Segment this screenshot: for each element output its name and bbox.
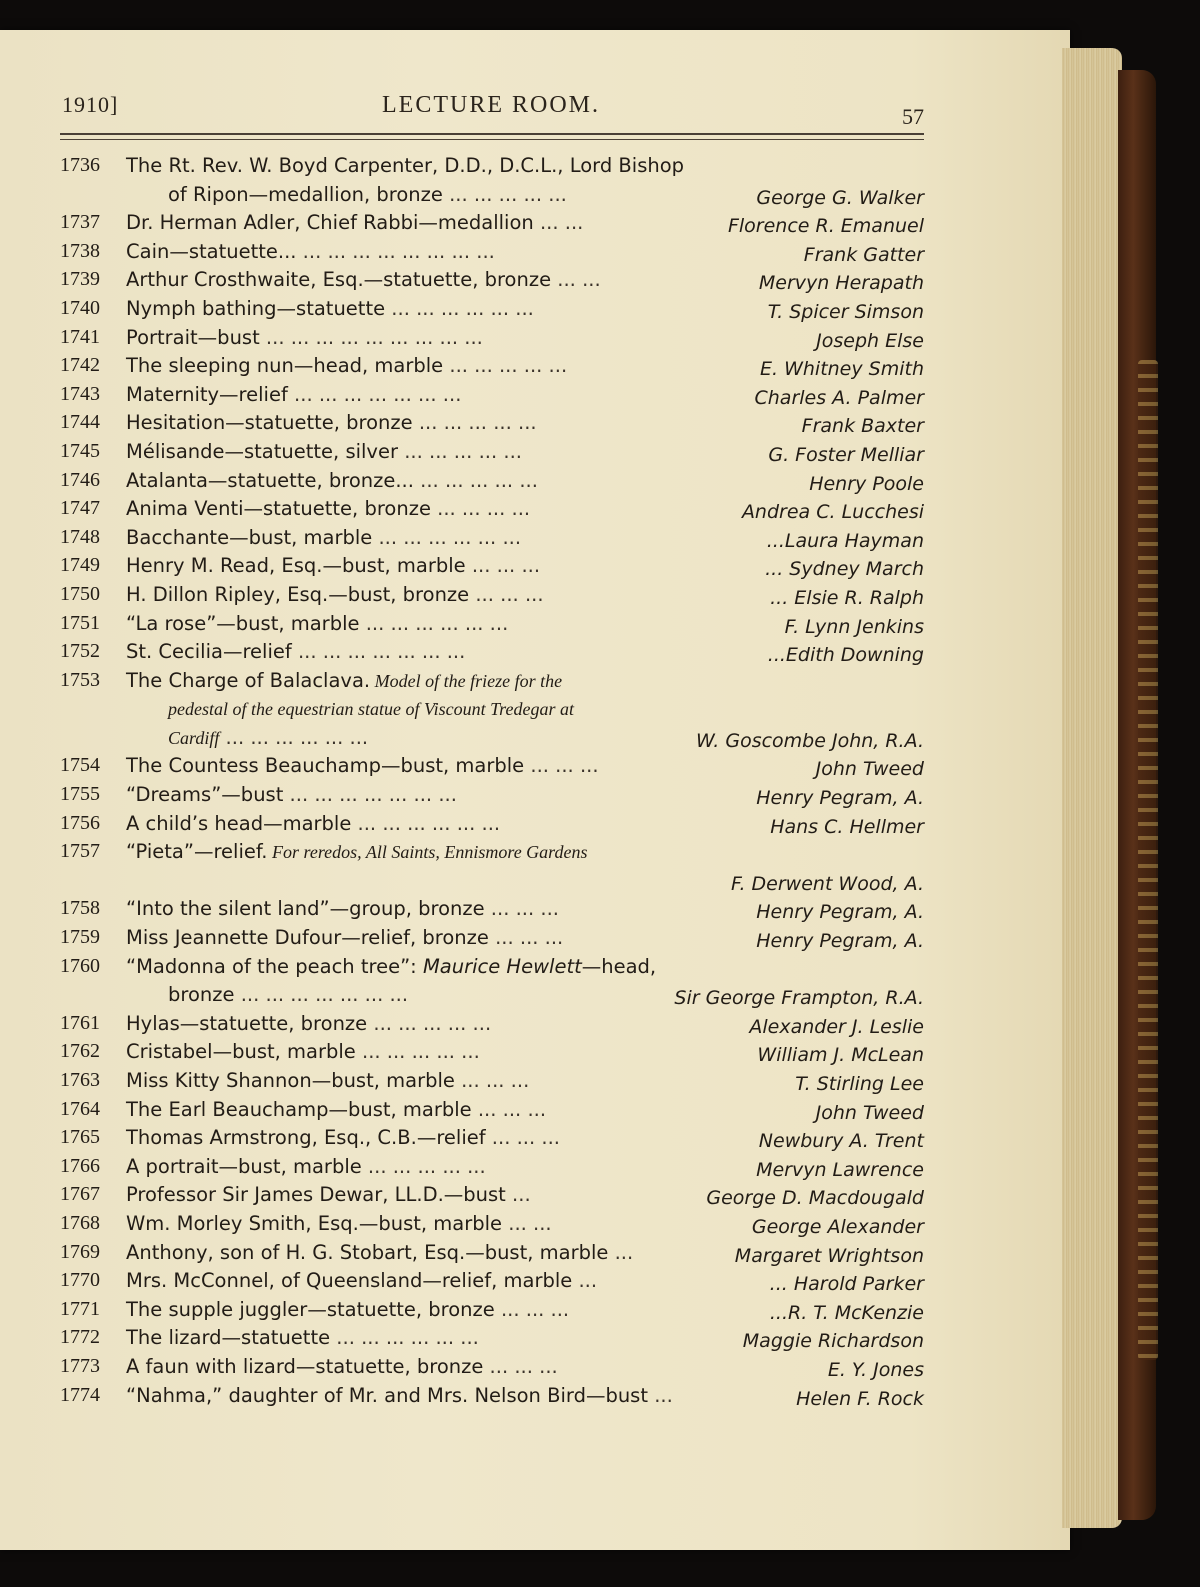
entry-title: [126, 1069, 529, 1092]
entry-line: [60, 1179, 924, 1208]
entry-note: Model of the frieze for the: [370, 670, 563, 691]
catalogue-entry: [60, 1322, 924, 1351]
catalogue-entry: [60, 1294, 924, 1323]
title-text: The Rt. Rev. W. Boyd Carpenter, D.D., D.C.L., Lord Bishop: [126, 154, 685, 177]
entry-line: [60, 665, 924, 694]
entry-line: [60, 550, 924, 579]
running-header: [62, 90, 924, 130]
artist-name: ... Elsie R. Ralph: [770, 586, 924, 609]
entry-title: [126, 211, 583, 234]
title-text: “Madonna of the peach tree”:: [126, 954, 417, 978]
artist-name: Joseph Else: [816, 329, 924, 352]
entry-title: [126, 554, 540, 577]
leader-dots: ...: [572, 1269, 598, 1293]
artist-name: Charles A. Palmer: [754, 386, 924, 409]
entry-number: 1747: [60, 497, 100, 520]
entry-title: [126, 1098, 546, 1121]
catalogue-entry: [60, 1237, 924, 1266]
title-text: The Countess Beauchamp—bust, marble: [126, 754, 525, 778]
catalogue-entry: [60, 465, 924, 494]
entry-line: [60, 264, 924, 293]
leader-dots: ... ...: [533, 211, 584, 235]
entry-title: [126, 383, 461, 406]
entry-line: [60, 407, 924, 436]
title-text: Miss Kitty Shannon—bust, marble: [126, 1069, 455, 1092]
artist-name: ... Sydney March: [765, 558, 924, 581]
title-text: Mrs. McConnel, of Queensland—relief, marble: [126, 1269, 573, 1293]
entry-line: [60, 207, 924, 236]
leader-dots: ... ... ... ... ... ... ...: [283, 783, 457, 807]
title-text: The Charge of Balaclava.: [126, 668, 371, 692]
entry-number: 1773: [60, 1354, 100, 1377]
entry-title: [168, 697, 574, 720]
leader-dots: ...: [608, 1240, 634, 1264]
title-text: Hesitation—statuette, bronze: [126, 411, 413, 435]
leader-dots: ... ... ... ... ...: [355, 1040, 480, 1064]
artist-name: John Tweed: [815, 1101, 924, 1124]
entry-line: [60, 1294, 924, 1323]
catalogue-entry: [60, 493, 924, 522]
artist-name: T. Stirling Lee: [795, 1073, 924, 1095]
entry-line: [60, 522, 924, 551]
entry-line: [60, 1008, 924, 1037]
entry-line: [60, 1065, 924, 1094]
entry-line: [60, 579, 924, 608]
title-text: Anthony, son of H. G. Stobart, Esq.—bust, marble: [126, 1240, 609, 1264]
title-text: The Earl Beauchamp—bust, marble: [126, 1097, 472, 1121]
title-text: “Into the silent land”—group, bronze: [126, 897, 485, 921]
title-text: Atalanta—statuette, bronze...: [126, 468, 414, 492]
page-number: 57: [902, 104, 924, 129]
leader-dots: ... ... ... ... ...: [413, 468, 538, 492]
artist-name: ...Laura Hayman: [766, 529, 924, 552]
entry-line: [60, 1094, 924, 1123]
catalogue-entry: [60, 1008, 924, 1037]
artist-name: F. Lynn Jenkins: [784, 615, 924, 638]
entry-line: [60, 1208, 924, 1237]
entry-number: 1752: [60, 640, 100, 663]
entry-number: 1772: [60, 1326, 100, 1349]
artist-name: E. Y. Jones: [827, 1358, 924, 1381]
entry-number: 1757: [60, 840, 100, 863]
catalogue-entry: [60, 922, 924, 951]
title-text: “Nahma,” daughter of Mr. and Mrs. Nelson Bird—bust: [126, 1383, 648, 1407]
leader-dots: ... ... ... ... ... ...: [385, 296, 534, 320]
title-text: Mélisande—statuette, silver: [126, 439, 398, 463]
entry-number: 1738: [60, 239, 100, 262]
entry-number: 1760: [60, 954, 100, 977]
leader-dots: ... ... ...: [469, 582, 544, 606]
entry-title: [126, 1355, 558, 1378]
entry-line: [60, 1122, 924, 1151]
artist-name: Henry Poole: [809, 472, 924, 495]
artist-name: George D. Macdougald: [706, 1187, 924, 1210]
entry-number: 1759: [60, 926, 100, 949]
leader-dots: ... ... ... ... ... ...: [372, 525, 522, 549]
entry-note: pedestal of the equestrian statue of Viscount Tredegar at: [168, 699, 574, 720]
leader-dots: ... ... ...: [483, 1354, 558, 1378]
leader-dots: ...: [505, 1183, 531, 1207]
entry-title: [126, 1212, 552, 1235]
entry-line: [60, 608, 924, 637]
entry-number: 1774: [60, 1383, 100, 1406]
artist-name: Henry Pegram, A.: [756, 901, 924, 924]
leader-dots: ... ... ... ... ...: [367, 1011, 492, 1035]
title-text: Hylas—statuette, bronze: [126, 1011, 368, 1035]
catalogue-entry: [60, 808, 924, 837]
entry-number: 1753: [60, 668, 100, 691]
entry-line: [60, 1380, 924, 1409]
leader-dots: ... ... ... ... ... ...: [359, 611, 509, 635]
entry-title: [126, 1012, 491, 1035]
entry-line: [60, 636, 924, 665]
catalogue-entry: [60, 608, 924, 637]
entry-title: [126, 840, 588, 863]
entry-number: 1746: [60, 468, 100, 491]
title-text: Wm. Morley Smith, Esq.—bust, marble: [126, 1211, 503, 1235]
entry-number: 1769: [60, 1240, 100, 1263]
entry-title: [126, 612, 508, 635]
catalogue-entry: [60, 665, 924, 751]
catalogue-entry: [60, 779, 924, 808]
entry-title: [126, 583, 544, 606]
leader-dots: ... ... ... ... ...: [361, 1154, 486, 1178]
entry-number: 1739: [60, 268, 100, 291]
entry-title: [126, 526, 521, 549]
title-text: A portrait—bust, marble: [126, 1154, 362, 1178]
artist-name: ... Harold Parker: [769, 1273, 924, 1296]
catalogue-entry: [60, 893, 924, 922]
artist-name: Sir George Frampton, R.A.: [674, 987, 924, 1010]
entry-line: [60, 150, 924, 179]
catalogue-list: [60, 150, 924, 1408]
artist-name: Helen F. Rock: [796, 1387, 924, 1410]
header-rule: [60, 133, 924, 140]
leader-dots: ... ... ... ... ... ...: [330, 1326, 479, 1350]
entry-line: [60, 1322, 924, 1351]
title-text: Cristabel—bust, marble: [126, 1040, 356, 1064]
artist-name: G. Foster Melliar: [768, 443, 924, 466]
catalogue-entry: [60, 1208, 924, 1237]
artist-name: John Tweed: [815, 758, 924, 781]
entry-title: [126, 1155, 486, 1178]
catalogue-entry: [60, 1179, 924, 1208]
leader-dots: ... ... ...: [454, 1069, 530, 1092]
title-text: The lizard—statuette: [126, 1326, 331, 1350]
catalogue-entry: [60, 1065, 924, 1094]
entry-number: 1761: [60, 1011, 100, 1034]
entry-title: [126, 497, 530, 520]
leader-dots: ... ... ...: [484, 897, 559, 921]
title-text: Thomas Armstrong, Esq., C.B.—relief: [126, 1126, 486, 1150]
leader-dots: ... ... ... ... ...: [398, 439, 522, 463]
page-edges: [1062, 48, 1122, 1528]
catalogue-entry: [60, 236, 924, 265]
entry-line: [60, 436, 924, 465]
catalogue-entry: [60, 379, 924, 408]
catalogue-entry: [60, 350, 924, 379]
entry-title: [126, 440, 522, 463]
entry-number: 1755: [60, 783, 100, 806]
entry-title: [126, 154, 684, 177]
entry-number: 1771: [60, 1297, 100, 1320]
catalogue-entry: [60, 264, 924, 293]
entry-line: [60, 1351, 924, 1380]
entry-title: [126, 1241, 633, 1264]
artist-name: George G. Walker: [756, 186, 924, 209]
entry-number: 1765: [60, 1126, 100, 1149]
entry-title: [126, 469, 538, 492]
title-text: Miss Jeannette Dufour—relief, bronze: [126, 926, 489, 950]
entry-line: [60, 979, 924, 1008]
entry-title: [126, 955, 656, 978]
title-text: Portrait—bust: [126, 325, 260, 349]
entry-title: [126, 1183, 531, 1206]
artist-name: Frank Baxter: [801, 415, 924, 438]
entry-number: 1743: [60, 382, 100, 405]
title-text-tail: —head,: [581, 954, 657, 978]
entry-title: [126, 1326, 479, 1349]
catalogue-entry: [60, 407, 924, 436]
catalogue-entry: [60, 951, 924, 1008]
title-text: Henry M. Read, Esq.—bust, marble: [126, 554, 466, 578]
entry-line: [60, 693, 924, 722]
leader-dots: ... ... ... ... ... ... ...: [287, 382, 462, 406]
entry-title: [126, 326, 483, 349]
catalogue-entry: [60, 1351, 924, 1380]
entry-line: [60, 808, 924, 837]
catalogue-entry: [60, 636, 924, 665]
catalogue-entry: [60, 150, 924, 207]
entry-title: [126, 1298, 569, 1321]
entry-line: [60, 179, 924, 208]
artist-name: Newbury A. Trent: [758, 1130, 924, 1153]
entry-line: [60, 722, 924, 751]
entry-number: 1742: [60, 354, 100, 377]
entry-number: 1764: [60, 1097, 100, 1120]
entry-number: 1750: [60, 582, 100, 605]
entry-line: [60, 465, 924, 494]
entry-number: 1751: [60, 611, 100, 634]
title-text: Anima Venti—statuette, bronze: [126, 497, 431, 521]
entry-line: [60, 836, 924, 865]
entry-line: [60, 893, 924, 922]
artist-name: Margaret Wrightson: [734, 1244, 924, 1267]
artist-name: George Alexander: [751, 1215, 924, 1238]
entry-title: [126, 240, 495, 263]
title-text: Maternity—relief: [126, 382, 288, 406]
catalogue-entry: [60, 1151, 924, 1180]
entry-title: [126, 1126, 560, 1149]
title-text: Nymph bathing—statuette: [126, 296, 386, 320]
entry-title: [126, 812, 500, 835]
catalogue-entry: [60, 836, 924, 893]
title-text: of Ripon—medallion, bronze: [168, 182, 443, 206]
catalogue-entry: [60, 1122, 924, 1151]
artist-name: T. Spicer Simson: [767, 300, 924, 323]
entry-title: [168, 726, 368, 749]
entry-line: [60, 1237, 924, 1266]
title-text: St. Cecilia—relief: [126, 640, 292, 664]
leader-dots: ... ... ...: [524, 754, 599, 778]
artist-name: F. Derwent Wood, A.: [730, 872, 924, 895]
entry-title: [126, 1269, 597, 1292]
entry-title: [126, 669, 562, 692]
entry-number: 1766: [60, 1154, 100, 1177]
title-text: Professor Sir James Dewar, LL.D.—bust: [126, 1183, 506, 1207]
leader-dots: ... ... ... ... ... ...: [219, 725, 369, 749]
entry-number: 1770: [60, 1269, 100, 1292]
entry-title: [126, 411, 537, 434]
entry-title: [126, 897, 559, 920]
artist-name: Andrea C. Lucchesi: [741, 501, 924, 524]
entry-line: [60, 1036, 924, 1065]
entry-number: 1748: [60, 525, 100, 548]
entry-title: [168, 983, 408, 1006]
title-italic: Maurice Hewlett: [416, 954, 582, 978]
catalogue-entry: [60, 436, 924, 465]
entry-number: 1763: [60, 1069, 100, 1091]
artist-name: Frank Gatter: [803, 243, 924, 266]
entry-title: [126, 354, 567, 377]
entry-title: [126, 783, 457, 806]
artist-name: Henry Pegram, A.: [756, 787, 924, 810]
entry-number: 1740: [60, 296, 100, 319]
leader-dots: ... ... ... ... ...: [442, 182, 567, 206]
leader-dots: ... ... ... ... ...: [412, 411, 537, 435]
artist-name: Alexander J. Leslie: [749, 1015, 924, 1038]
entry-line: [60, 1151, 924, 1180]
artist-name: Mervyn Herapath: [758, 272, 924, 295]
entry-number: 1741: [60, 325, 100, 348]
header-year: 1910]: [62, 92, 119, 117]
entry-title: [126, 1384, 673, 1407]
entry-number: 1758: [60, 897, 100, 920]
catalogue-entry: [60, 1094, 924, 1123]
catalogue-entry: [60, 750, 924, 779]
entry-line: [60, 922, 924, 951]
artist-name: Henry Pegram, A.: [756, 930, 924, 953]
leader-dots: ... ... ...: [488, 926, 564, 950]
catalogue-entry: [60, 322, 924, 351]
title-text: H. Dillon Ripley, Esq.—bust, bronze: [126, 582, 470, 606]
entry-note: Cardiff: [168, 727, 220, 748]
catalogue-entry: [60, 579, 924, 608]
entry-title: [126, 926, 563, 949]
entry-title: [126, 1040, 480, 1063]
artist-name: William J. McLean: [757, 1044, 924, 1067]
entry-title: [126, 754, 599, 777]
title-text: Bacchante—bust, marble: [126, 525, 373, 549]
entry-line: [60, 1265, 924, 1294]
entry-title: [168, 183, 567, 206]
leader-dots: ... ...: [502, 1211, 552, 1235]
artist-name: Florence R. Emanuel: [727, 215, 924, 238]
entry-line: [60, 350, 924, 379]
leader-dots: ... ... ... ... ...: [443, 354, 568, 378]
artist-name: ...Edith Downing: [767, 644, 924, 667]
entry-line: [60, 779, 924, 808]
entry-number: 1749: [60, 554, 100, 577]
title-text: The supple juggler—statuette, bronze: [126, 1297, 495, 1321]
entry-line: [60, 236, 924, 265]
entry-number: 1745: [60, 439, 100, 462]
header-title: LECTURE ROOM.: [382, 92, 600, 118]
title-text: A child’s head—marble: [126, 811, 352, 835]
title-text: A faun with lizard—statuette, bronze: [126, 1354, 484, 1378]
title-text: bronze: [168, 983, 235, 1007]
entry-title: [126, 297, 534, 320]
title-text: “Dreams”—bust: [126, 783, 284, 807]
entry-line: [60, 293, 924, 322]
entry-line: [60, 865, 924, 894]
cover-ornament: [1138, 360, 1158, 1360]
leader-dots: ...: [648, 1383, 673, 1407]
entry-number: 1744: [60, 411, 100, 434]
title-text: “La rose”—bust, marble: [126, 611, 360, 635]
leader-dots: ... ... ...: [494, 1297, 570, 1321]
title-text: Dr. Herman Adler, Chief Rabbi—medallion: [126, 211, 534, 235]
entry-title: [126, 268, 601, 291]
entry-number: 1756: [60, 811, 100, 834]
entry-line: [60, 951, 924, 980]
title-text: Cain—statuette...: [126, 239, 297, 263]
leader-dots: ... ... ... ... ... ...: [351, 811, 501, 835]
leader-dots: ... ... ...: [485, 1126, 560, 1150]
artist-name: E. Whitney Smith: [760, 358, 924, 381]
leader-dots: ... ...: [551, 268, 601, 292]
title-text: “Pieta”—relief.: [126, 840, 268, 864]
catalogue-entry: [60, 550, 924, 579]
leader-dots: ... ... ...: [465, 554, 541, 578]
entry-number: 1768: [60, 1211, 100, 1234]
entry-number: 1762: [60, 1040, 100, 1063]
artist-name: Hans C. Hellmer: [770, 815, 924, 838]
leader-dots: ... ... ... ... ... ... ... ... ...: [259, 325, 483, 349]
catalogue-entry: [60, 207, 924, 236]
entry-title: [126, 640, 465, 663]
catalogue-entry: [60, 522, 924, 551]
artist-name: Maggie Richardson: [742, 1330, 924, 1353]
entry-line: [60, 493, 924, 522]
entry-line: [60, 750, 924, 779]
leader-dots: ... ... ... ... ... ... ...: [234, 983, 409, 1007]
entry-number: 1736: [60, 154, 100, 176]
title-text: The sleeping nun—head, marble: [126, 354, 444, 378]
catalogue-entry: [60, 1380, 924, 1409]
title-text: Arthur Crosthwaite, Esq.—statuette, bronze: [126, 268, 552, 292]
leader-dots: ... ... ... ... ... ... ...: [291, 640, 466, 664]
artist-name: ...R. T. McKenzie: [769, 1301, 924, 1324]
artist-name: W. Goscombe John, R.A.: [696, 729, 924, 752]
catalogue-entry: [60, 1036, 924, 1065]
catalogue-entry: [60, 1265, 924, 1294]
entry-note: For reredos, All Saints, Ennismore Gardens: [267, 842, 588, 863]
leader-dots: ... ... ...: [471, 1097, 547, 1121]
entry-number: 1754: [60, 754, 100, 777]
entry-line: [60, 379, 924, 408]
leader-dots: ... ... ... ...: [430, 497, 531, 521]
catalogue-entry: [60, 293, 924, 322]
artist-name: Mervyn Lawrence: [756, 1158, 924, 1181]
entry-line: [60, 322, 924, 351]
entry-number: 1767: [60, 1183, 100, 1206]
entry-number: 1737: [60, 211, 100, 234]
leader-dots: ... ... ... ... ... ... ... ...: [296, 239, 495, 263]
